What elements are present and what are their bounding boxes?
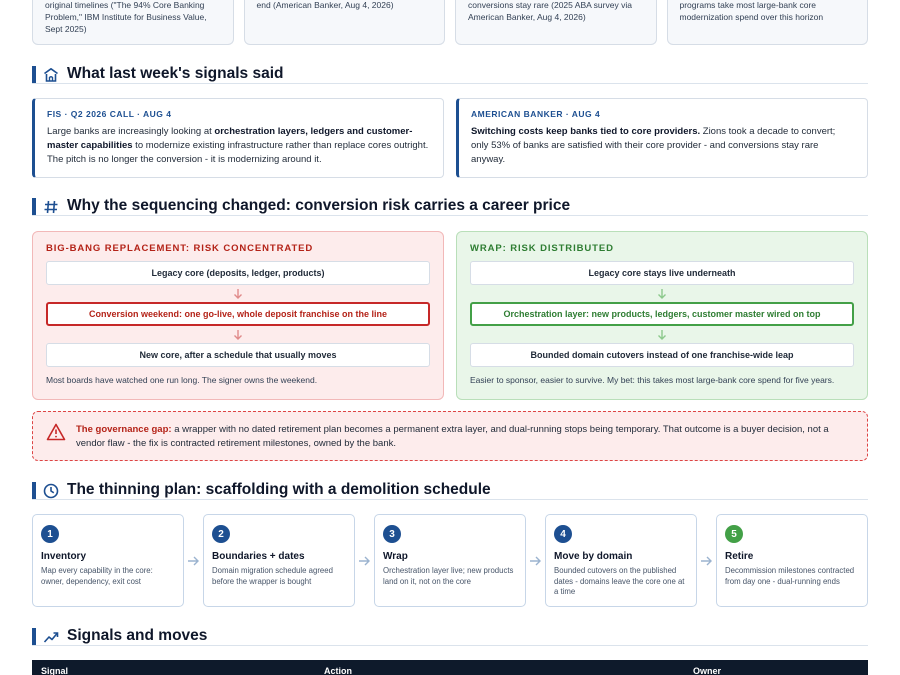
governance-gap-callout — [32, 411, 868, 461]
plan-step-desc: Bounded cutovers on the published dates - domains leave the core one at a time — [554, 566, 685, 596]
arrow-down-icon — [470, 285, 854, 302]
section-accent-bar — [32, 198, 36, 215]
table-header — [32, 660, 868, 675]
wrap-panel — [456, 231, 868, 400]
bigbang-footer: Most boards have watched one run long. The signer owns the weekend. — [46, 375, 318, 385]
section-header-plan — [32, 480, 868, 500]
warning-icon — [46, 423, 66, 441]
plan-step-title: Wrap — [383, 551, 408, 562]
column-header-owner: Owner — [693, 666, 722, 675]
plan-step-number: 1 — [41, 525, 59, 543]
plan-step-card — [374, 514, 526, 607]
trend-icon — [43, 629, 59, 645]
bigbang-step: New core, after a schedule that usually moves — [46, 343, 430, 367]
plan-step-desc: Decommission milestones contracted from day one - dual-running ends — [725, 566, 855, 586]
plan-step-desc: Domain migration schedule agreed before the wrapper is bought — [212, 566, 333, 586]
plan-step-number: 4 — [554, 525, 572, 543]
section-title: What last week's signals said — [67, 65, 284, 82]
plan-step-card — [203, 514, 355, 607]
stat-card-text: conversions stay rare (2025 ABA survey via American Banker, Aug 4, 2026) — [468, 0, 632, 22]
signal-text-bold: orchestration layers, ledgers and customer-master capabilities — [47, 126, 413, 151]
plan-step-card — [32, 514, 184, 607]
plan-step-desc: Map every capability in the core: owner, dependency, exit cost — [41, 566, 153, 586]
governance-gap-text — [76, 423, 856, 451]
stat-card-text: end (American Banker, Aug 4, 2026) — [256, 0, 394, 10]
arrow-down-icon — [46, 285, 430, 302]
plan-step-number: 3 — [383, 525, 401, 543]
arrow-right-icon — [355, 514, 374, 607]
column-header-action: Action — [324, 666, 352, 675]
arrow-down-icon — [470, 326, 854, 343]
plan-step-card — [716, 514, 868, 607]
stat-card — [455, 0, 657, 45]
bigbang-title: BIG-BANG REPLACEMENT: RISK CONCENTRATED — [46, 243, 314, 254]
thinning-plan-steps — [32, 514, 868, 607]
bank-icon — [43, 67, 59, 83]
signal-text-pre: Large banks are increasingly looking at — [47, 126, 215, 137]
section-accent-bar — [32, 66, 36, 83]
signal-text — [471, 125, 855, 167]
plan-step-title: Retire — [725, 551, 754, 562]
section-accent-bar — [32, 482, 36, 499]
bigbang-step-highlight: Conversion weekend: one go-live, whole deposit franchise on the line — [46, 302, 430, 326]
signal-source-label: AMERICAN BANKER · AUG 4 — [471, 109, 601, 119]
section-accent-bar — [32, 628, 36, 645]
arrow-right-icon — [697, 514, 716, 607]
wrap-step: Bounded domain cutovers instead of one franchise-wide leap — [470, 343, 854, 367]
section-header-signals — [32, 64, 868, 84]
signal-text — [47, 125, 431, 167]
wrap-footer: Easier to sponsor, easier to survive. My bet: this takes most large-bank core spend for five years. — [470, 375, 835, 385]
signal-text-post: Zions took a decade to convert; only 53% of banks are satisfied with their core provider - and conversions stay rare anyway. — [471, 126, 836, 165]
section-title: Why the sequencing changed: conversion risk carries a career price — [67, 197, 571, 214]
stat-card — [244, 0, 446, 45]
top-stat-cards — [32, 0, 868, 45]
governance-gap-label: The governance gap: — [76, 424, 172, 435]
section-header-moves — [32, 626, 868, 646]
bigbang-step: Legacy core (deposits, ledger, products) — [46, 261, 430, 285]
plan-step-card — [545, 514, 697, 607]
plan-step-number: 5 — [725, 525, 743, 543]
column-header-signal: Signal — [41, 666, 69, 675]
plan-step-title: Move by domain — [554, 551, 633, 562]
arrow-right-icon — [526, 514, 545, 607]
wrap-title: WRAP: RISK DISTRIBUTED — [470, 243, 614, 254]
stat-card — [32, 0, 234, 45]
section-title: Signals and moves — [67, 627, 208, 644]
section-title: The thinning plan: scaffolding with a demolition schedule — [67, 481, 491, 498]
governance-gap-body: a wrapper with no dated retirement plan becomes a permanent extra layer, and dual-running stops being temporary. That outcome is a buyer decision, not a vendor flaw - the fix is contracted retirement milestones, owned by the bank. — [76, 424, 829, 449]
signal-source-label: FIS · Q2 2026 CALL · AUG 4 — [47, 109, 172, 119]
signal-text-bold: Switching costs keep banks tied to core providers. — [471, 126, 701, 137]
plan-step-title: Inventory — [41, 551, 87, 562]
stat-card — [667, 0, 869, 45]
hash-icon — [43, 199, 59, 215]
section-header-sequencing — [32, 196, 868, 216]
arrow-right-icon — [184, 514, 203, 607]
plan-step-desc: Orchestration layer live; new products land on it, not on the core — [383, 566, 514, 586]
plan-step-number: 2 — [212, 525, 230, 543]
plan-step-title: Boundaries + dates — [212, 551, 305, 562]
signal-card — [456, 98, 868, 178]
wrap-step-highlight: Orchestration layer: new products, ledgers, customer master wired on top — [470, 302, 854, 326]
signal-card — [32, 98, 444, 178]
stat-card-text: original timelines ("The 94% Core Banking Problem," IBM Institute for Business Value, Sept 2025) — [45, 0, 207, 34]
bigbang-panel — [32, 231, 444, 400]
clock-icon — [43, 483, 59, 499]
arrow-down-icon — [46, 326, 430, 343]
signal-text-post: to modernize existing infrastructure rather than replace cores outright. The pitch is no longer the conversion - it is modernizing around it. — [47, 140, 429, 165]
wrap-step: Legacy core stays live underneath — [470, 261, 854, 285]
stat-card-text: programs take most large-bank core modernization spend over this horizon — [679, 0, 824, 22]
